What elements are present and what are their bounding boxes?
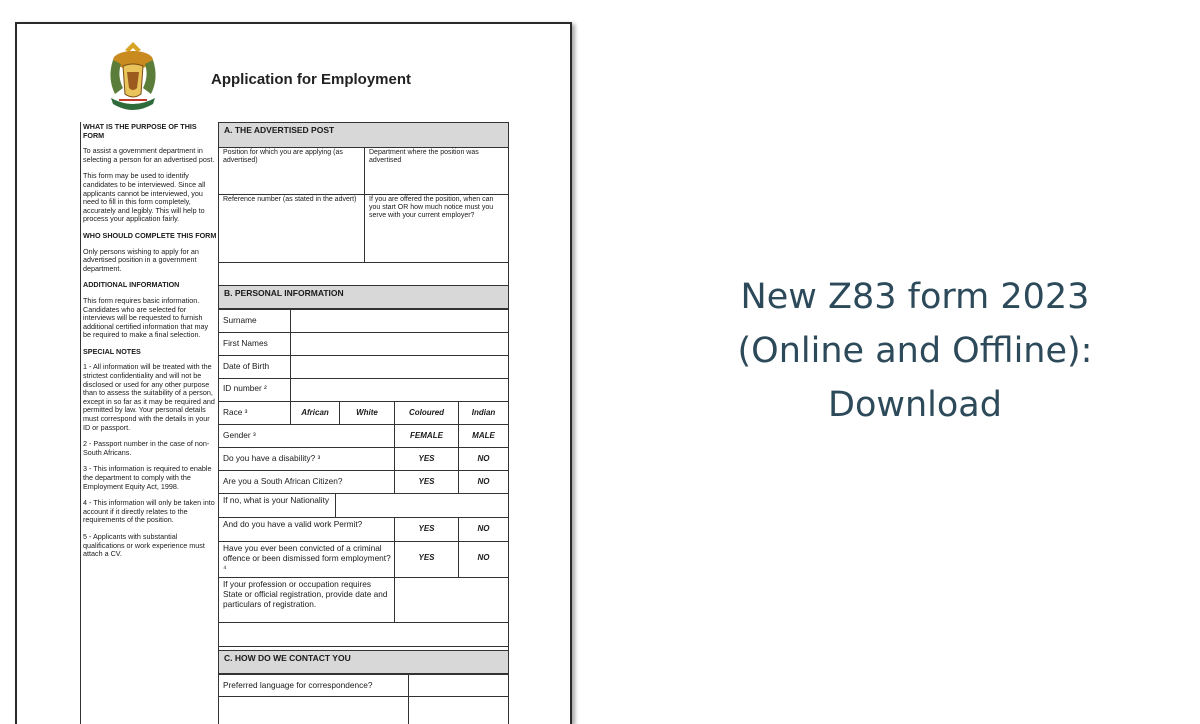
instruction-text: This form may be used to identify candidates to be interviewed. Since all applicants cannot be interviewed, you need to fill in this form completely, accurately and legibly. This will help to process your application fairly. [83, 171, 206, 224]
instruction-text: This form requires basic information. Candidates who are selected for interviews will be requested to furnish additional certified information that may be required to make a final selection. [83, 295, 209, 340]
citizen-no: NO [477, 477, 490, 486]
dob-label: Date of Birth [223, 361, 270, 371]
citizen-yes: YES [418, 477, 435, 486]
instruction-text: To assist a government department in selecting a person for an advertised post. [83, 146, 215, 164]
reference-label: Reference number (as stated in the advert) [223, 196, 357, 203]
instruction-text: 1 - All information will be treated with the strictest confidentiality and will not be disclosed or used for any other purpose than to assess the suitability of a person, except in so far as it may be required and permitted by law. Your personal details must correspond with the details in your ID or passport. [83, 362, 215, 432]
race-option-indian: Indian [471, 408, 496, 417]
position-label: Position for which you are applying (as advertised) [223, 149, 343, 164]
first-names-label: First Names [223, 338, 268, 348]
instruction-text: 2 - Passport number in the case of non-South Africans. [83, 439, 210, 457]
instruction-heading: ADDITIONAL INFORMATION [83, 280, 180, 290]
department-label: Department where the position was advertised [369, 149, 479, 164]
disability-label: Do you have a disability? ³ [223, 453, 321, 463]
nationality-label: If no, what is your Nationality [223, 495, 330, 505]
work-permit-label: And do you have a valid work Permit? [223, 519, 363, 529]
instruction-heading: SPECIAL NOTES [83, 346, 141, 356]
race-option-white: White [356, 408, 378, 417]
criminal-yes: YES [418, 553, 435, 562]
gender-label: Gender ³ [223, 430, 256, 440]
work-permit-no: NO [477, 524, 490, 533]
race-option-african: African [301, 408, 329, 417]
disability-no: NO [477, 454, 490, 463]
race-label: Race ³ [223, 407, 248, 417]
instruction-heading: WHO SHOULD COMPLETE THIS FORM [83, 230, 217, 240]
disability-yes: YES [418, 454, 435, 463]
section-c-header: C. HOW DO WE CONTACT YOU [218, 650, 509, 674]
criminal-label: Have you ever been convicted of a criminal offence or been dismissed form employment? ⁴ [223, 543, 391, 573]
instruction-text: Only persons wishing to apply for an advertised position in a government department. [83, 246, 199, 273]
caption [640, 270, 1190, 432]
start-label: If you are offered the position, when can you start OR how much notice must you serve with your current employer? [369, 196, 494, 219]
language-label: Preferred language for correspondence? [223, 680, 373, 690]
section-a-header: A. THE ADVERTISED POST [218, 122, 509, 148]
form-document [15, 22, 572, 724]
citizen-label: Are you a South African Citizen? [223, 476, 343, 486]
form-title: Application for Employment [211, 71, 412, 88]
instruction-text: 5 - Applicants with substantial qualifications or work experience must attach a CV. [83, 531, 205, 559]
profession-label: If your profession or occupation requires State or official registration, provide date and particulars of registration. [223, 579, 388, 609]
instruction-text: 3 - This information is required to enable the department to comply with the Employment Equity Act, 1998. [83, 464, 212, 491]
surname-label: Surname [223, 315, 257, 325]
instruction-text: 4 - This information will only be taken into account if it directly relates to the requirements of the position. [83, 498, 215, 525]
caption-line-1: New Z83 form 2023 [740, 277, 1090, 317]
instruction-heading: WHAT IS THE PURPOSE OF THIS FORM [83, 122, 197, 140]
gender-option-male: MALE [472, 431, 495, 440]
caption-line-2: (Online and Offline): [737, 331, 1093, 371]
race-option-coloured: Coloured [408, 408, 445, 417]
work-permit-yes: YES [418, 524, 435, 533]
criminal-no: NO [477, 553, 490, 562]
instructions-column [83, 123, 217, 567]
id-number-label: ID number ² [223, 383, 267, 393]
gender-option-female: FEMALE [410, 431, 443, 440]
section-b-header: B. PERSONAL INFORMATION [218, 285, 509, 309]
caption-line-3: Download [828, 385, 1002, 425]
coat-of-arms-icon [101, 38, 165, 118]
